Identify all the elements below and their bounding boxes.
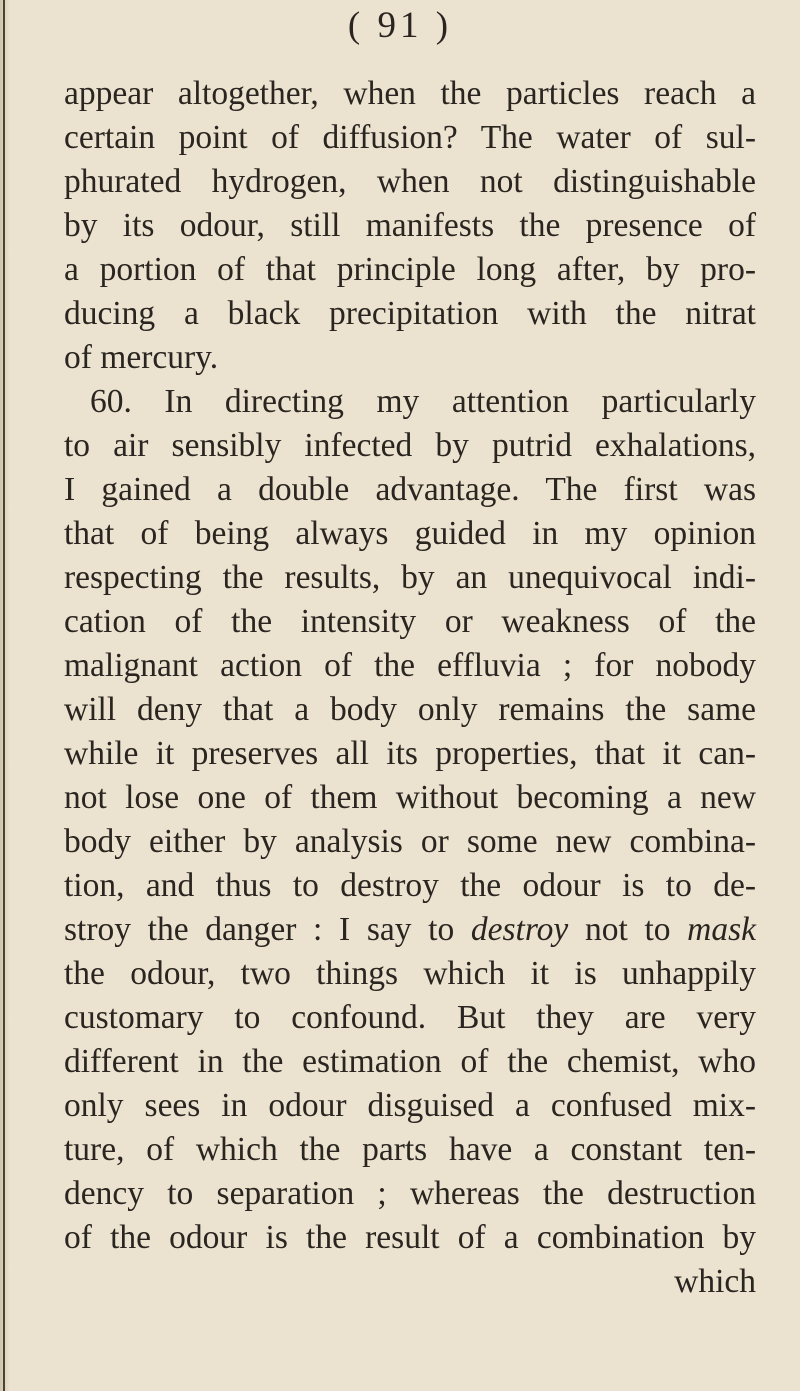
text-line: I gained a double advantage. The first was — [64, 471, 756, 508]
italic-word-mask: mask — [687, 911, 757, 948]
text-line: only sees in odour disguised a confused mix- — [64, 1087, 756, 1124]
text-line: tion, and thus to destroy the odour is to de- — [64, 867, 756, 904]
text-line: appear altogether, when the particles reach a — [64, 75, 756, 112]
text-line: dency to separation ; whereas the destruction — [64, 1175, 756, 1212]
text-line: will deny that a body only remains the same — [64, 691, 756, 728]
text-line: by its odour, still manifests the presence of — [64, 207, 756, 244]
body-text — [64, 72, 756, 1304]
text-line: that of being always guided in my opinion — [64, 515, 756, 552]
text-line: a portion of that principle long after, by pro- — [64, 251, 756, 288]
text-line: body either by analysis or some new combina- — [64, 823, 756, 860]
text-line: ducing a black precipitation with the nitrat — [64, 295, 756, 332]
text-line: respecting the results, by an unequivocal indi- — [64, 559, 756, 596]
binding-edge-line — [3, 0, 5, 1391]
italic-word-destroy: destroy — [470, 911, 569, 948]
page-number: ( 91 ) — [347, 5, 453, 46]
text-line: malignant action of the effluvia ; for nobody — [64, 647, 756, 684]
text-line: of mercury. — [64, 339, 219, 376]
catchword: which — [674, 1263, 756, 1300]
page-edge — [0, 0, 10, 1391]
text-line: while it preserves all its properties, that it can- — [64, 735, 756, 772]
text-line: cation of the intensity or weakness of the — [64, 603, 756, 640]
text-segment: stroy the danger : I say to — [64, 911, 455, 948]
text-line: of the odour is the result of a combination by — [64, 1219, 756, 1256]
text-line: ture, of which the parts have a constant ten- — [64, 1131, 756, 1168]
text-line: different in the estimation of the chemist, who — [64, 1043, 756, 1080]
text-line: to air sensibly infected by putrid exhalations, — [64, 427, 756, 464]
text-line: customary to confound. But they are very — [64, 999, 756, 1036]
text-segment: not to — [584, 911, 671, 948]
text-line: not lose one of them without becoming a new — [64, 779, 756, 816]
text-line: the odour, two things which it is unhappily — [64, 955, 756, 992]
text-line: certain point of diffusion? The water of sul- — [64, 119, 756, 156]
text-line: 60. In directing my attention particularly — [90, 383, 756, 420]
text-line: phurated hydrogen, when not distinguishable — [64, 163, 756, 200]
text-line-with-italics — [64, 908, 756, 952]
